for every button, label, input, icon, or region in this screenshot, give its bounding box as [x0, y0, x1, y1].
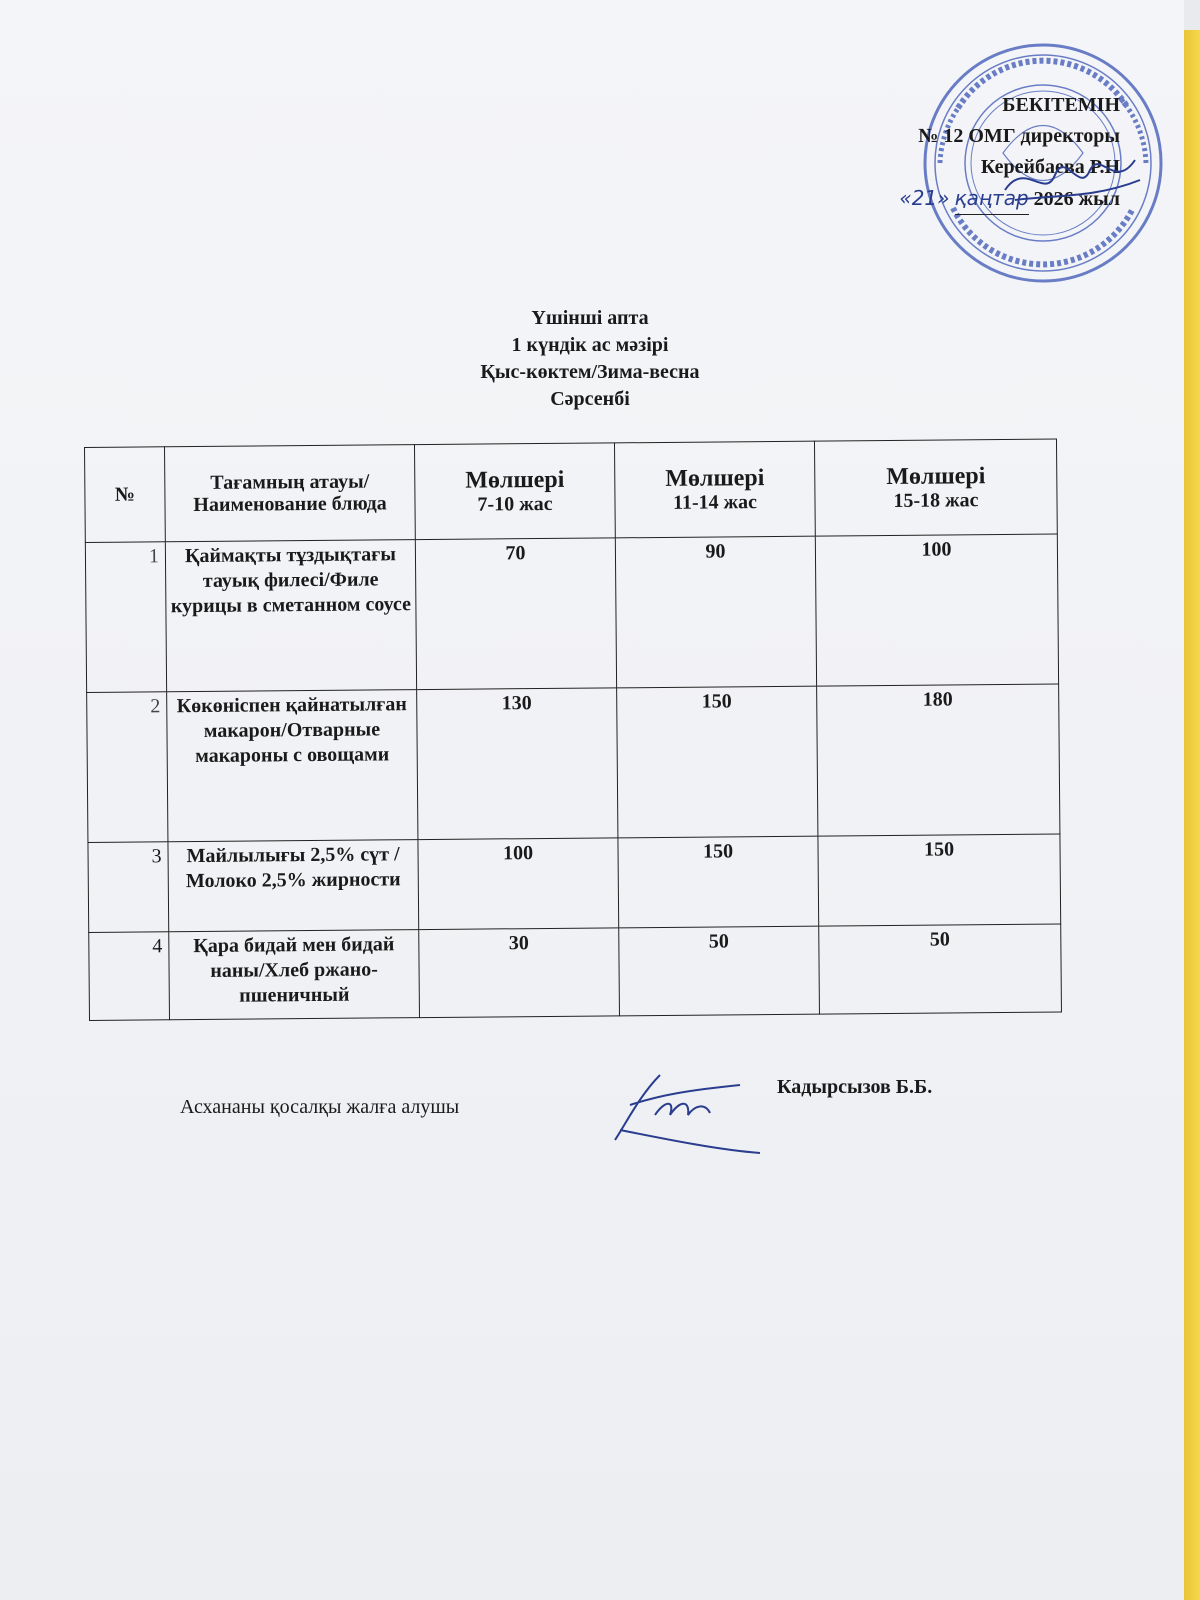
row-qty-15-18: 100	[815, 534, 1058, 686]
row-dish-name: Көкөніспен қайнатылған макарон/Отварные макароны с овощами	[167, 690, 418, 842]
row-qty-7-10: 70	[415, 538, 616, 690]
header-age-11-14	[614, 441, 815, 538]
row-dish-name: Қаймақты тұздықтағы тауық филесі/Филе курицы в сметанном соусе	[165, 540, 416, 692]
row-qty-11-14: 150	[617, 686, 818, 838]
row-num: 3	[88, 842, 169, 933]
footer-signatory-name: Кадырсызов Б.Б.	[777, 1076, 933, 1098]
table-row	[85, 534, 1058, 692]
header-age1: 7-10 жас	[477, 492, 553, 516]
menu-table	[84, 439, 1062, 1021]
header-qty-label: Мөлшері	[886, 463, 986, 490]
yellow-folder-edge	[1184, 30, 1200, 1600]
row-num: 2	[87, 692, 168, 843]
director-signature	[995, 140, 1145, 230]
title-season: Қыс-көктем/Зима-весна	[480, 361, 700, 383]
date-day: «21»	[899, 186, 950, 210]
table-header-row	[85, 439, 1058, 542]
row-qty-7-10: 100	[418, 838, 619, 930]
title-daily-menu: 1 күндік ас мәзірі	[511, 334, 669, 356]
approval-heading: БЕКІТЕМІН	[1002, 94, 1120, 116]
footer-role-label: Асхананы қосалқы жалға алушы	[180, 1096, 460, 1118]
header-age-15-18	[814, 439, 1057, 536]
row-qty-11-14: 90	[615, 536, 816, 688]
row-num: 1	[85, 542, 166, 693]
approval-position: № 12 ОМГ директоры	[918, 125, 1120, 147]
header-age2: 11-14 жас	[672, 491, 758, 514]
header-age-7-10	[414, 443, 615, 540]
header-qty-label: Мөлшері	[665, 465, 765, 492]
row-qty-15-18: 50	[819, 924, 1062, 1014]
header-age3: 15-18 жас	[893, 489, 979, 512]
row-qty-11-14: 50	[619, 926, 820, 1016]
header-num: №	[85, 447, 166, 543]
row-qty-11-14: 150	[618, 836, 819, 928]
header-name: Тағамның атауы/ Наименование блюда	[165, 445, 416, 542]
tenant-signature	[600, 1055, 770, 1155]
row-qty-15-18: 180	[817, 684, 1060, 836]
row-qty-15-18: 150	[818, 834, 1061, 926]
approval-name: Керейбаева Р.Н	[980, 156, 1120, 178]
date-month: қаңтар	[955, 183, 1029, 215]
header-qty-label: Мөлшері	[465, 466, 565, 494]
row-dish-name: Қара бидай мен бидай наны/Хлеб ржано-пшеничный	[169, 930, 420, 1020]
table-row	[87, 684, 1060, 842]
row-num: 4	[89, 932, 170, 1021]
date-year: 2026 жыл	[1033, 188, 1120, 210]
table-row	[89, 924, 1062, 1020]
row-dish-name: Майлылығы 2,5% сүт /Молоко 2,5% жирности	[168, 840, 419, 932]
table-row	[88, 834, 1061, 932]
row-qty-7-10: 130	[417, 688, 618, 840]
menu-title	[300, 305, 880, 413]
title-day: Сәрсенбі	[550, 388, 630, 410]
row-qty-7-10: 30	[419, 928, 620, 1018]
title-week: Үшінші апта	[531, 307, 649, 329]
